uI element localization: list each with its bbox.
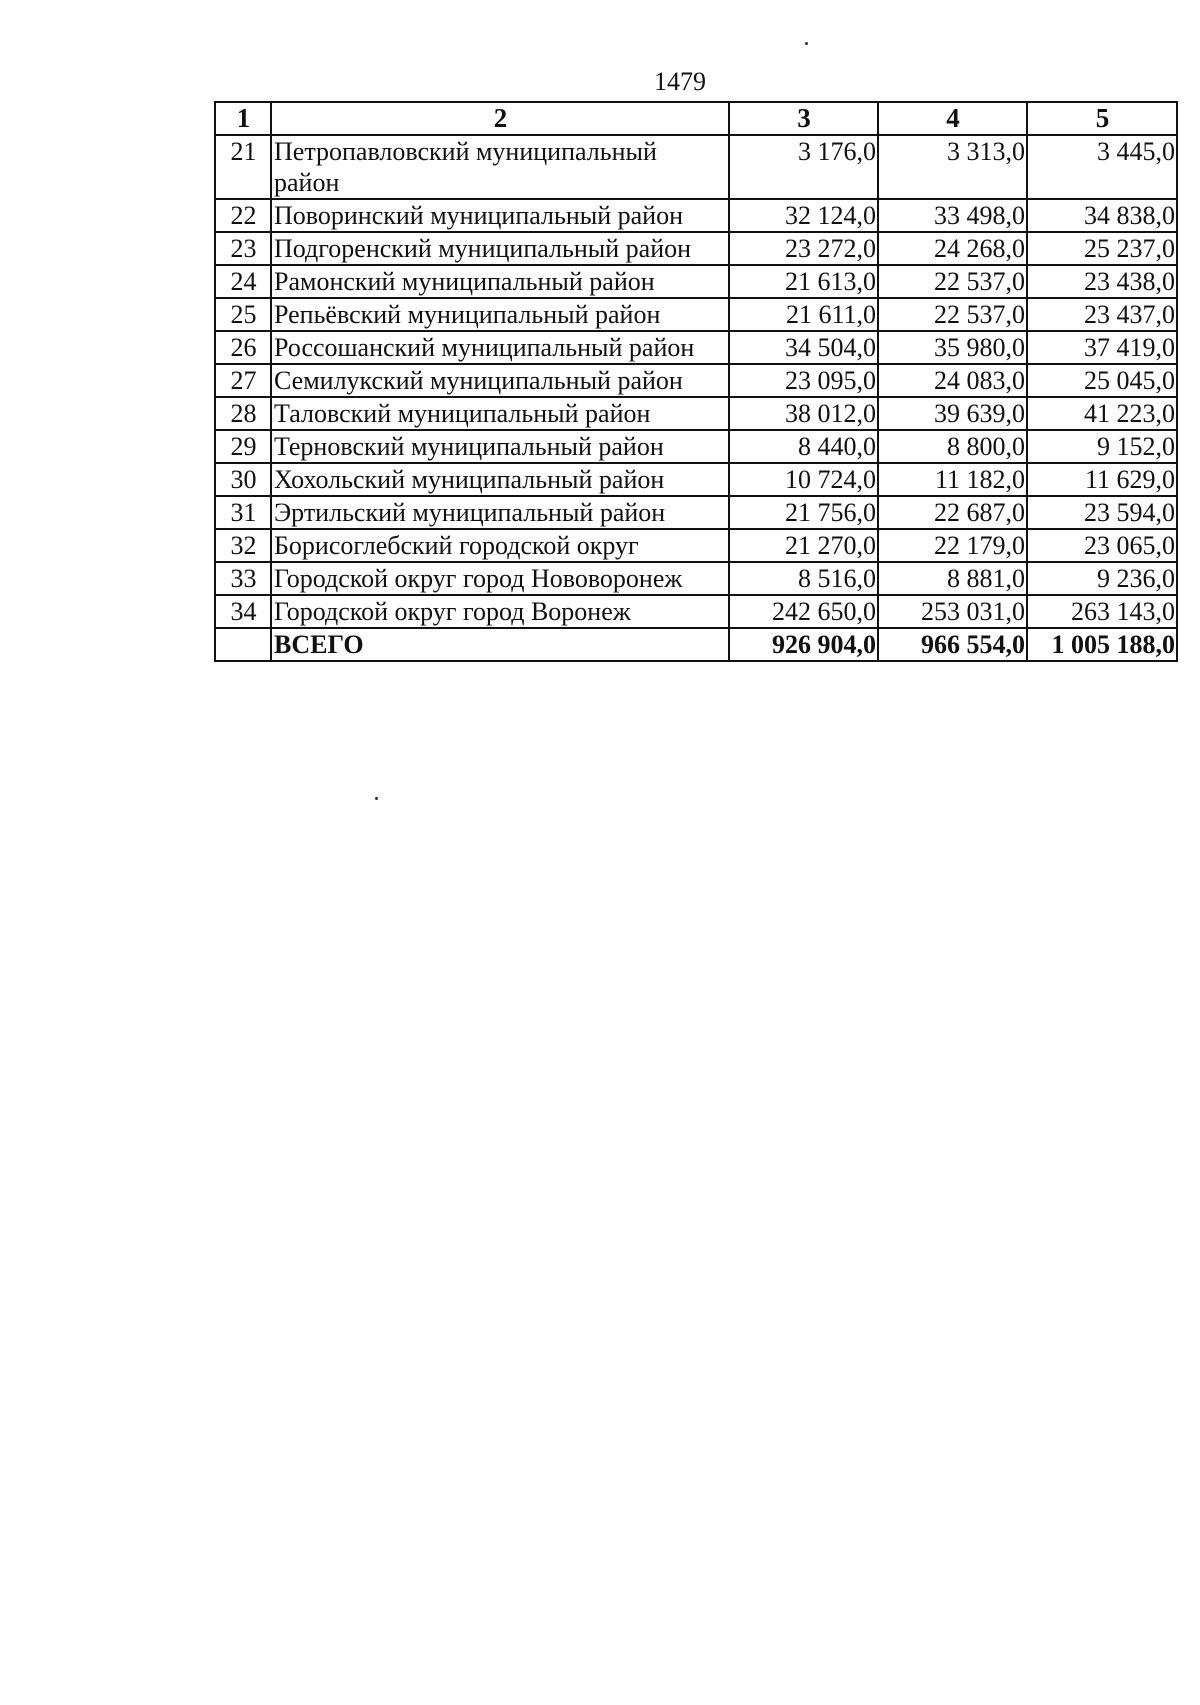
value-col-3: 8 516,0 [729, 562, 878, 595]
table-row [215, 232, 1177, 265]
value-col-4: 22 179,0 [878, 529, 1027, 562]
value-col-3: 38 012,0 [729, 397, 878, 430]
municipality-name: Поворинский муниципальный район [271, 199, 729, 232]
value-col-5: 263 143,0 [1027, 595, 1177, 628]
municipality-name: Семилукский муниципальный район [271, 364, 729, 397]
value-col-5: 23 437,0 [1027, 298, 1177, 331]
value-col-3: 10 724,0 [729, 463, 878, 496]
value-col-3: 21 756,0 [729, 496, 878, 529]
value-col-3: 21 611,0 [729, 298, 878, 331]
value-col-4: 39 639,0 [878, 397, 1027, 430]
value-col-3: 34 504,0 [729, 331, 878, 364]
value-col-5: 9 236,0 [1027, 562, 1177, 595]
table-row [215, 430, 1177, 463]
row-number: 30 [215, 463, 271, 496]
column-header-2: 2 [271, 102, 729, 135]
row-number: 22 [215, 199, 271, 232]
row-number: 27 [215, 364, 271, 397]
value-col-5: 23 438,0 [1027, 265, 1177, 298]
row-number: 23 [215, 232, 271, 265]
value-col-4: 22 687,0 [878, 496, 1027, 529]
row-number: 32 [215, 529, 271, 562]
table-row [215, 496, 1177, 529]
column-header-5: 5 [1027, 102, 1177, 135]
value-col-5: 11 629,0 [1027, 463, 1177, 496]
scan-speck [375, 797, 378, 800]
municipality-name: Терновский муниципальный район [271, 430, 729, 463]
municipality-name: Таловский муниципальный район [271, 397, 729, 430]
value-col-3: 926 904,0 [729, 628, 878, 661]
value-col-5: 34 838,0 [1027, 199, 1177, 232]
value-col-4: 35 980,0 [878, 331, 1027, 364]
table-row [215, 397, 1177, 430]
table-body [215, 135, 1177, 661]
row-number: 25 [215, 298, 271, 331]
municipality-name: Репьёвский муниципальный район [271, 298, 729, 331]
value-col-5: 25 237,0 [1027, 232, 1177, 265]
municipality-name: Борисоглебский городской округ [271, 529, 729, 562]
table-row [215, 265, 1177, 298]
row-number: 28 [215, 397, 271, 430]
value-col-3: 32 124,0 [729, 199, 878, 232]
row-number: 31 [215, 496, 271, 529]
municipality-name: Петропавловский муниципальный район [271, 135, 729, 199]
value-col-4: 8 881,0 [878, 562, 1027, 595]
row-number: 21 [215, 135, 271, 199]
page-number: 1479 [654, 67, 706, 96]
table-row [215, 562, 1177, 595]
value-col-3: 23 095,0 [729, 364, 878, 397]
municipality-name: Рамонский муниципальный район [271, 265, 729, 298]
table-row [215, 199, 1177, 232]
column-header-4: 4 [878, 102, 1027, 135]
value-col-4: 253 031,0 [878, 595, 1027, 628]
column-header-1: 1 [215, 102, 271, 135]
value-col-3: 3 176,0 [729, 135, 878, 199]
value-col-4: 22 537,0 [878, 265, 1027, 298]
value-col-5: 1 005 188,0 [1027, 628, 1177, 661]
value-col-3: 21 613,0 [729, 265, 878, 298]
municipality-name: Подгоренский муниципальный район [271, 232, 729, 265]
value-col-5: 41 223,0 [1027, 397, 1177, 430]
value-col-4: 22 537,0 [878, 298, 1027, 331]
municipality-name: Городской округ город Нововоронеж [271, 562, 729, 595]
value-col-5: 25 045,0 [1027, 364, 1177, 397]
value-col-3: 23 272,0 [729, 232, 878, 265]
value-col-4: 8 800,0 [878, 430, 1027, 463]
table-row [215, 463, 1177, 496]
municipality-name: ВСЕГО [271, 628, 729, 661]
value-col-4: 11 182,0 [878, 463, 1027, 496]
table-row [215, 298, 1177, 331]
row-number: 26 [215, 331, 271, 364]
municipality-name: Россошанский муниципальный район [271, 331, 729, 364]
municipality-name: Эртильский муниципальный район [271, 496, 729, 529]
table-row [215, 595, 1177, 628]
value-col-4: 3 313,0 [878, 135, 1027, 199]
municipality-name: Хохольский муниципальный район [271, 463, 729, 496]
value-col-3: 21 270,0 [729, 529, 878, 562]
value-col-5: 9 152,0 [1027, 430, 1177, 463]
value-col-5: 23 065,0 [1027, 529, 1177, 562]
value-col-5: 3 445,0 [1027, 135, 1177, 199]
municipality-name: Городской округ город Воронеж [271, 595, 729, 628]
table-row [215, 135, 1177, 199]
column-header-3: 3 [729, 102, 878, 135]
value-col-3: 8 440,0 [729, 430, 878, 463]
value-col-3: 242 650,0 [729, 595, 878, 628]
row-number: 29 [215, 430, 271, 463]
table-row [215, 364, 1177, 397]
scan-speck [805, 42, 808, 45]
budget-table [214, 101, 1178, 662]
total-row [215, 628, 1177, 661]
value-col-5: 37 419,0 [1027, 331, 1177, 364]
value-col-5: 23 594,0 [1027, 496, 1177, 529]
value-col-4: 24 083,0 [878, 364, 1027, 397]
table-row [215, 331, 1177, 364]
row-number: 34 [215, 595, 271, 628]
row-number [215, 628, 271, 661]
row-number: 33 [215, 562, 271, 595]
row-number: 24 [215, 265, 271, 298]
value-col-4: 33 498,0 [878, 199, 1027, 232]
value-col-4: 24 268,0 [878, 232, 1027, 265]
header-row [215, 102, 1177, 135]
value-col-4: 966 554,0 [878, 628, 1027, 661]
table-row [215, 529, 1177, 562]
